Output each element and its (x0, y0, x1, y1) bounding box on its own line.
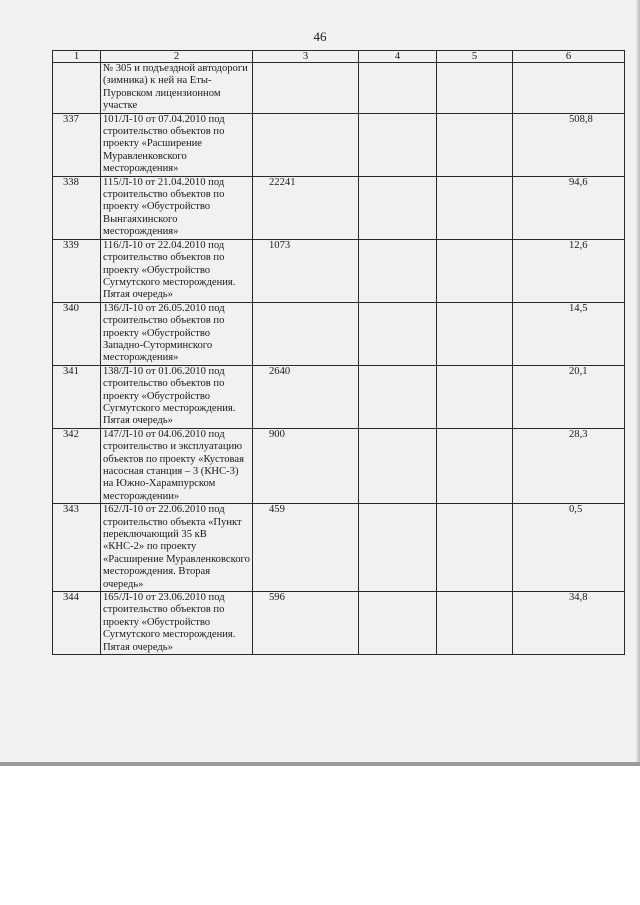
row-col4-value (359, 63, 437, 114)
row-col5-value (437, 176, 513, 239)
row-col6-value: 508,8 (513, 113, 625, 176)
row-number: 340 (53, 302, 101, 365)
row-col4-value (359, 113, 437, 176)
row-number: 343 (53, 504, 101, 592)
row-description: 115/Л-10 от 21.04.2010 под строительство объектов по проекту «Обустройство Вынгаяхинского месторождения» (101, 176, 253, 239)
page-number: 46 (313, 29, 327, 44)
column-header: 4 (359, 51, 437, 63)
table-row (53, 302, 625, 365)
row-col3-value (253, 63, 359, 114)
table-row (53, 504, 625, 592)
table-row (53, 365, 625, 428)
row-description: 136/Л-10 от 26.05.2010 под строительство объектов по проекту «Обустройство Западно-Суторминского месторождения» (101, 302, 253, 365)
row-col3-value: 2640 (253, 365, 359, 428)
row-col4-value (359, 428, 437, 503)
row-number (53, 63, 101, 114)
row-description: 138/Л-10 от 01.06.2010 под строительство объектов по проекту «Обустройство Сугмутского месторождения. Пятая очередь» (101, 365, 253, 428)
table-row (53, 113, 625, 176)
row-col5-value (437, 592, 513, 655)
page-edge-shadow (636, 0, 640, 765)
column-header: 6 (513, 51, 625, 63)
row-col5-value (437, 239, 513, 302)
page-bottom-edge (0, 762, 640, 766)
row-col6-value: 34,8 (513, 592, 625, 655)
row-col4-value (359, 302, 437, 365)
row-col5-value (437, 365, 513, 428)
registry-table (52, 50, 625, 655)
row-number: 337 (53, 113, 101, 176)
row-col3-value: 596 (253, 592, 359, 655)
row-col3-value (253, 302, 359, 365)
table-header-row (53, 51, 625, 63)
row-col6-value: 0,5 (513, 504, 625, 592)
row-number: 341 (53, 365, 101, 428)
column-header: 5 (437, 51, 513, 63)
table-row (53, 63, 625, 114)
row-col6-value: 12,6 (513, 239, 625, 302)
row-number: 338 (53, 176, 101, 239)
row-col5-value (437, 302, 513, 365)
row-col4-value (359, 592, 437, 655)
table-row (53, 176, 625, 239)
row-col3-value: 459 (253, 504, 359, 592)
row-col5-value (437, 504, 513, 592)
row-col3-value: 900 (253, 428, 359, 503)
row-col6-value: 14,5 (513, 302, 625, 365)
column-header: 2 (101, 51, 253, 63)
row-col6-value: 28,3 (513, 428, 625, 503)
row-description: 162/Л-10 от 22.06.2010 под строительство объекта «Пункт переключающий 35 кВ «КНС-2» по проекту «Расширение Муравленковского месторождения. Вторая очередь» (101, 504, 253, 592)
row-description: 116/Л-10 от 22.04.2010 под строительство объектов по проекту «Обустройство Сугмутского месторождения. Пятая очередь» (101, 239, 253, 302)
row-col4-value (359, 365, 437, 428)
row-col3-value: 22241 (253, 176, 359, 239)
row-col4-value (359, 239, 437, 302)
row-col5-value (437, 113, 513, 176)
row-col5-value (437, 63, 513, 114)
row-number: 342 (53, 428, 101, 503)
row-description: № 305 и подъездной автодороги (зимника) к ней на Еты-Пуровском лицензионном участке (101, 63, 253, 114)
row-col4-value (359, 504, 437, 592)
row-col5-value (437, 428, 513, 503)
row-number: 339 (53, 239, 101, 302)
row-col3-value (253, 113, 359, 176)
table-row (53, 592, 625, 655)
row-number: 344 (53, 592, 101, 655)
column-header: 3 (253, 51, 359, 63)
row-description: 165/Л-10 от 23.06.2010 под строительство объектов по проекту «Обустройство Сугмутского месторождения. Пятая очередь» (101, 592, 253, 655)
row-col6-value: 20,1 (513, 365, 625, 428)
row-col6-value: 94,6 (513, 176, 625, 239)
row-col3-value: 1073 (253, 239, 359, 302)
table-row (53, 428, 625, 503)
row-description: 101/Л-10 от 07.04.2010 под строительство объектов по проекту «Расширение Муравленковского месторождения» (101, 113, 253, 176)
row-col4-value (359, 176, 437, 239)
column-header: 1 (53, 51, 101, 63)
table-row (53, 239, 625, 302)
row-col6-value (513, 63, 625, 114)
row-description: 147/Л-10 от 04.06.2010 под строительство и эксплуатацию объектов по проекту «Кустовая насосная станция – 3 (КНС-3) на Южно-Харампурском месторождении» (101, 428, 253, 503)
